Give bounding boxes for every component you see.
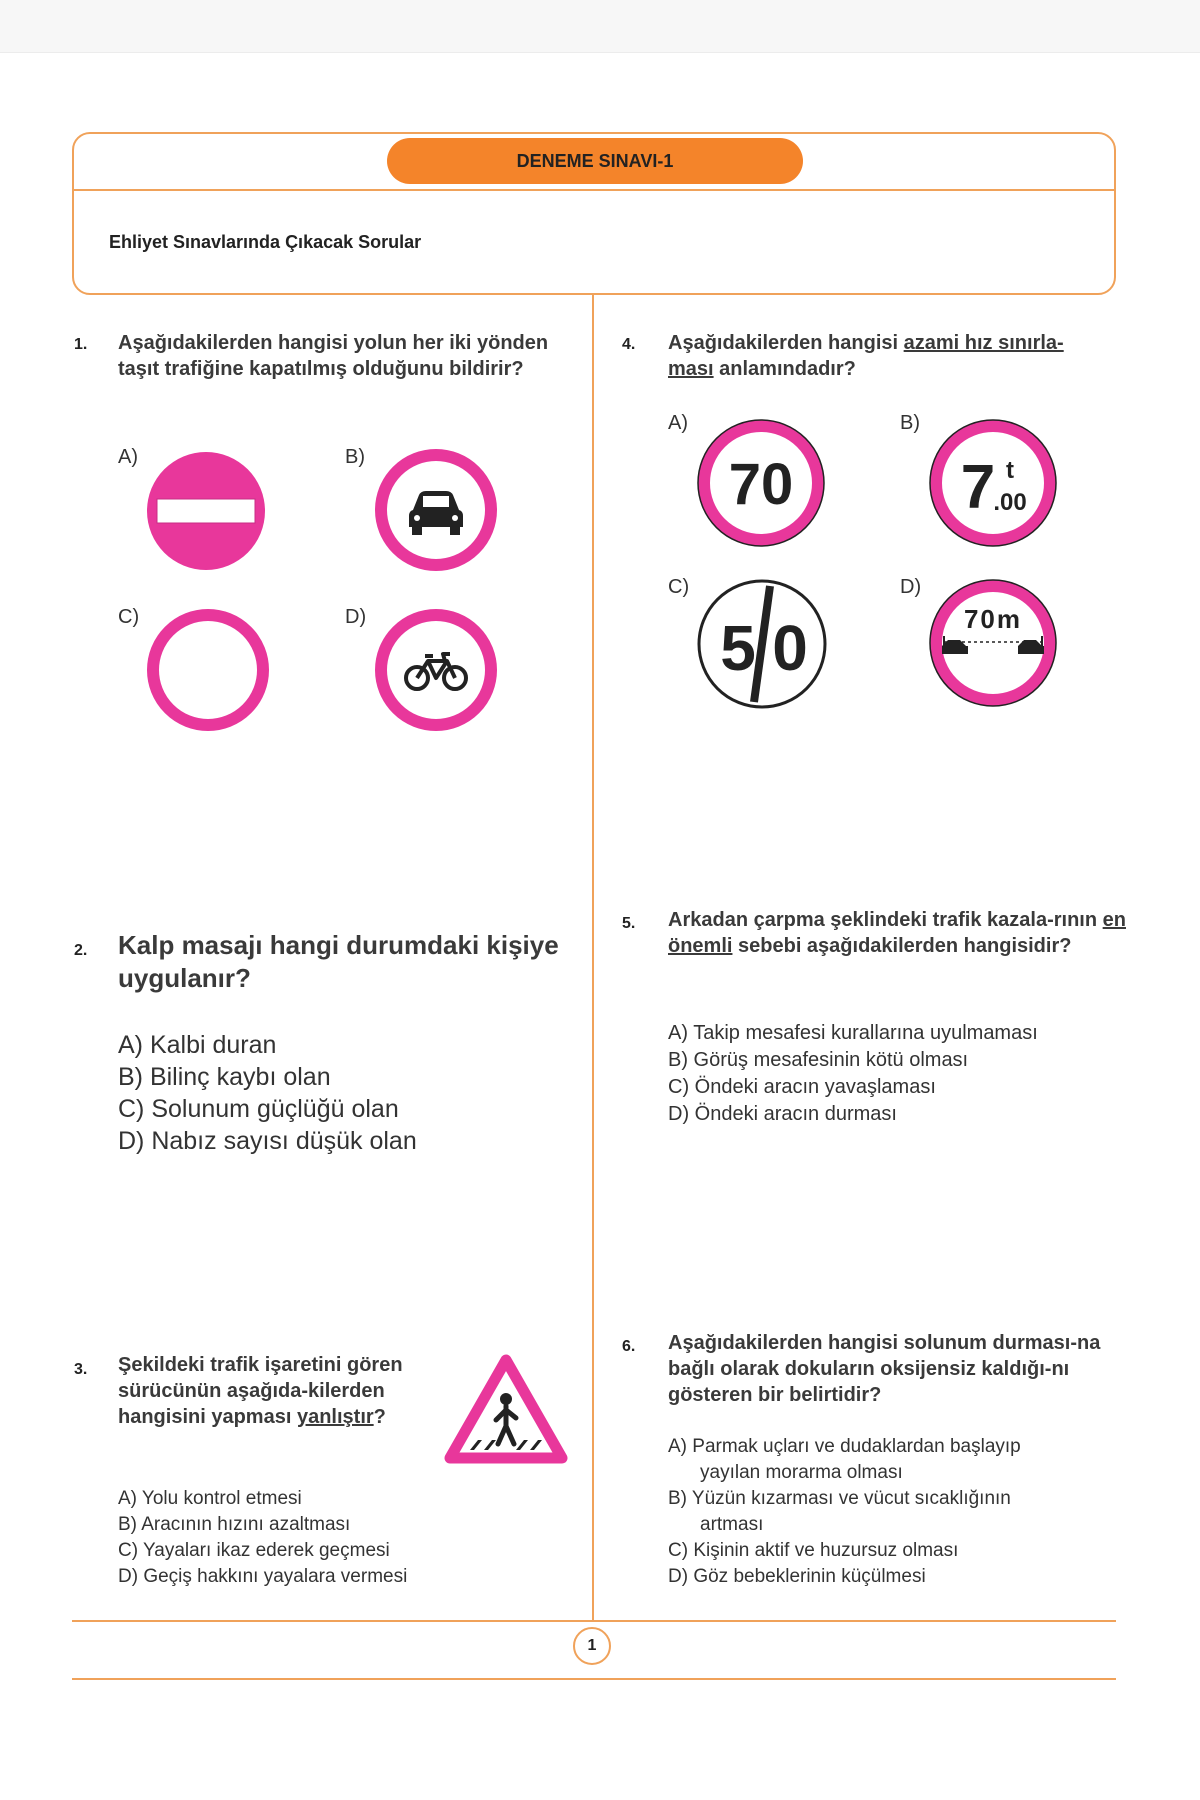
q4-option-c-label: C) (668, 576, 690, 598)
question-3-options (118, 1486, 407, 1590)
q5-text-underlined: en önemli (668, 909, 1126, 957)
sign-70m-text: 70m (963, 604, 1023, 634)
minimum-distance-sign-icon (928, 578, 1058, 708)
q4-option-a-label: A) (668, 412, 688, 434)
page-number: 1 (573, 1627, 611, 1665)
no-motor-vehicles-sign-icon (373, 447, 499, 573)
sign-70-text: 70 (728, 452, 794, 517)
q5-text-pre: Arkadan çarpma şeklindeki trafik kazala-rının (668, 909, 1098, 931)
q1-option-d-label: D) (345, 606, 367, 628)
q2-option-c[interactable]: C) Solunum güçlüğü olan (118, 1095, 399, 1123)
question-5-text (668, 907, 1128, 959)
q1-option-b-label: B) (345, 446, 365, 468)
q3-text-end: ? (373, 1406, 386, 1428)
weight-limit-sign-icon (928, 418, 1058, 548)
exam-title: DENEME SINAVI-1 (387, 138, 803, 184)
sign-00-text: .00 (993, 489, 1027, 516)
q6-option-c[interactable]: C) Kişinin aktif ve huzursuz olması (668, 1540, 959, 1561)
q2-option-d[interactable]: D) Nabız sayısı düşük olan (118, 1127, 417, 1155)
q4-text-post: anlamındadır? (719, 358, 856, 380)
question-1-text: Aşağıdakilerden hangisi yolun her iki yönden taşıt trafiğine kapatılmış olduğunu bildirir? (118, 332, 549, 380)
exam-subtitle: Ehliyet Sınavlarında Çıkacak Sorular (109, 232, 422, 252)
question-5-number: 5. (622, 915, 636, 932)
question-2-number: 2. (74, 942, 88, 959)
q3-option-b[interactable]: B) Aracının hızını azaltması (118, 1514, 351, 1535)
top-bar (0, 0, 1200, 53)
q5-option-b[interactable]: B) Görüş mesafesinin kötü olması (668, 1049, 969, 1071)
q6-option-a[interactable]: A) Parmak uçları ve dudaklardan başlayıp (668, 1436, 1021, 1457)
q3-option-c[interactable]: C) Yayaları ikaz ederek geçmesi (118, 1540, 390, 1561)
q3-option-d[interactable]: D) Geçiş hakkını yayalara vermesi (118, 1566, 408, 1587)
q6-option-b[interactable]: B) Yüzün kızarması ve vücut sıcaklığının (668, 1488, 1011, 1509)
closed-to-all-vehicles-sign-icon (145, 607, 271, 733)
question-6-options (668, 1434, 1021, 1590)
question-4-number: 4. (622, 336, 636, 353)
speed-limit-70-sign-icon (696, 418, 826, 548)
end-of-speed-limit-sign-icon (696, 578, 828, 710)
q4-text-underlined-1: azami hız sınırla- (903, 332, 1064, 354)
question-4-text (668, 330, 1128, 382)
column-divider (592, 295, 594, 1620)
q6-option-a-cont[interactable]: yayılan morarma olması (700, 1462, 903, 1483)
q2-option-a[interactable]: A) Kalbi duran (118, 1031, 277, 1059)
q3-option-a[interactable]: A) Yolu kontrol etmesi (118, 1488, 302, 1509)
footer-line-bottom (72, 1678, 1116, 1680)
question-2-text: Kalp masajı hangi durumdaki kişiye uygulanır? (118, 930, 559, 993)
q4-text-pre: Aşağıdakilerden hangisi (668, 332, 899, 354)
sign-0-text: 0 (772, 612, 808, 684)
q6-option-b-cont[interactable]: artması (700, 1514, 764, 1535)
q4-option-b-label: B) (900, 412, 920, 434)
no-bicycles-sign-icon (373, 607, 499, 733)
q3-text-main: Şekildeki trafik işaretini gören sürücünün aşağıda-kilerden hangisini yapması (118, 1354, 403, 1428)
question-2-options (118, 1029, 417, 1157)
sign-5-text: 5 (720, 612, 756, 684)
exam-header (72, 132, 1116, 295)
q2-option-b[interactable]: B) Bilinç kaybı olan (118, 1063, 331, 1091)
q3-text-underlined: yanlıştır (296, 1406, 374, 1428)
question-3-text (118, 1352, 408, 1430)
no-entry-sign-icon (145, 450, 267, 572)
sign-7-text: 7 (960, 453, 996, 522)
question-6-number: 6. (622, 1338, 636, 1355)
sign-t-text: t (1006, 457, 1014, 484)
footer-line-top (72, 1620, 1116, 1622)
question-1-number: 1. (74, 336, 88, 353)
q4-option-d-label: D) (900, 576, 922, 598)
q5-option-c[interactable]: C) Öndeki aracın yavaşlaması (668, 1076, 936, 1098)
q6-option-d[interactable]: D) Göz bebeklerinin küçülmesi (668, 1566, 926, 1587)
q5-option-d[interactable]: D) Öndeki aracın durması (668, 1103, 897, 1125)
question-6-text: Aşağıdakilerden hangisi solunum durması-na bağlı olarak dokuların oksijensiz kaldığı-nı gösteren bir belirtidir? (668, 1332, 1101, 1406)
q5-option-a[interactable]: A) Takip mesafesi kurallarına uyulmaması (668, 1022, 1038, 1044)
q5-text-post: sebebi aşağıdakilerden hangisidir? (738, 935, 1072, 957)
q4-text-underlined-2: ması (668, 358, 714, 380)
question-5-options (668, 1020, 1038, 1128)
question-3-number: 3. (74, 1361, 88, 1378)
header-divider (74, 189, 1114, 191)
q1-option-c-label: C) (118, 606, 140, 628)
pedestrian-crossing-sign-icon (444, 1354, 568, 1466)
q1-option-a-label: A) (118, 446, 138, 468)
